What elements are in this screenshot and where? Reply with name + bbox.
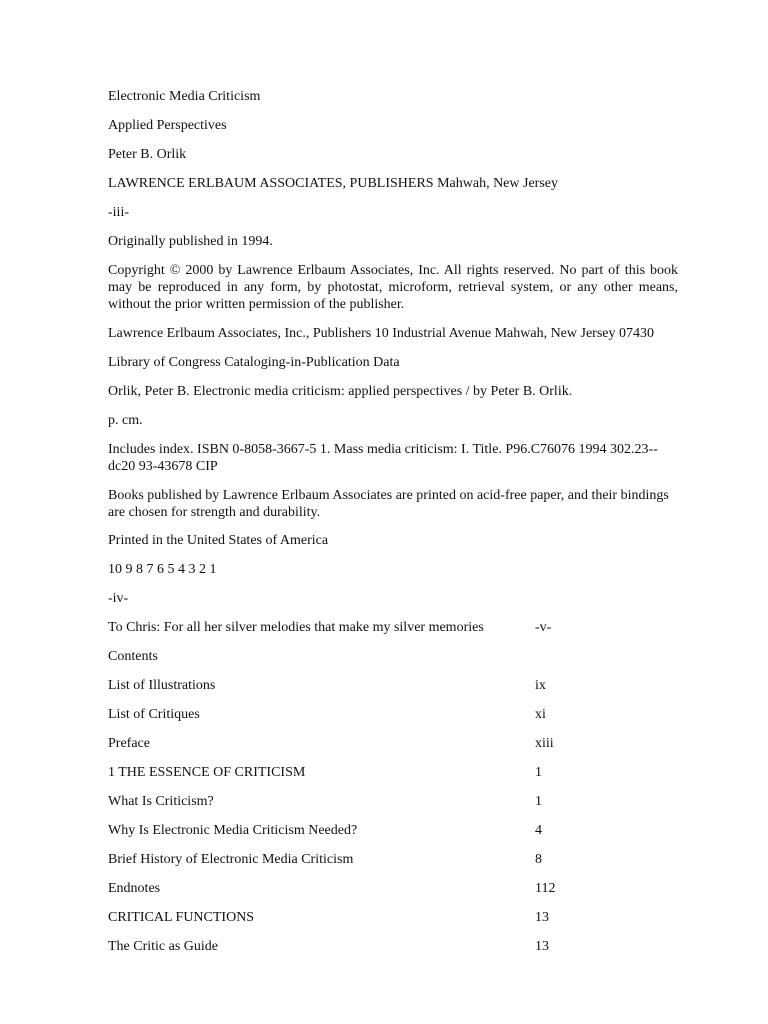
toc-entry-label: List of Illustrations	[108, 678, 216, 693]
toc-entry	[108, 735, 678, 752]
toc-entry	[108, 706, 678, 723]
cip-entry: Orlik, Peter B. Electronic media criticism: applied perspectives / by Peter B. Orlik.	[108, 384, 573, 399]
page-number-v: -v-	[535, 620, 552, 635]
toc-entry-label: List of Critiques	[108, 707, 200, 722]
publisher-line: LAWRENCE ERLBAUM ASSOCIATES, PUBLISHERS Mahwah, New Jersey	[108, 176, 558, 191]
toc-entry-label: 1 THE ESSENCE OF CRITICISM	[108, 765, 306, 780]
printed-in: Printed in the United States of America	[108, 533, 329, 548]
contents-heading: Contents	[108, 649, 158, 664]
cip-index: Includes index. ISBN 0-8058-3667-5 1. Mass media criticism: I. Title. P96.C76076 1994 302.23--dc20 93-43678 CIP	[108, 442, 658, 474]
cip-heading: Library of Congress Cataloging-in-Publication Data	[108, 355, 400, 370]
toc-entry	[108, 822, 678, 839]
page-number-iv: -iv-	[108, 591, 129, 606]
toc-entry-label: Brief History of Electronic Media Criticism	[108, 852, 354, 867]
toc-entry-page: 13	[535, 939, 549, 954]
toc-entry	[108, 793, 678, 810]
toc-entry-label: Why Is Electronic Media Criticism Needed?	[108, 823, 358, 838]
toc-entry-page: 13	[535, 910, 549, 925]
toc-entry-label: Preface	[108, 736, 150, 751]
original-publication: Originally published in 1994.	[108, 234, 273, 249]
toc-entry	[108, 909, 678, 926]
print-line: 10 9 8 7 6 5 4 3 2 1	[108, 562, 217, 577]
toc-entry-page: 1	[535, 794, 542, 809]
toc-entry-page: 8	[535, 852, 542, 867]
toc-entry-page: 112	[535, 881, 556, 896]
book-title: Electronic Media Criticism	[108, 89, 261, 104]
toc-entry-label: Endnotes	[108, 881, 161, 896]
toc-entry-label: CRITICAL FUNCTIONS	[108, 910, 255, 925]
toc-entry-page: ix	[535, 678, 546, 693]
toc-entry	[108, 677, 678, 694]
toc-entry	[108, 764, 678, 781]
toc-entry-page: 1	[535, 765, 542, 780]
cip-pcm: p. cm.	[108, 413, 143, 428]
toc-entry-page: 4	[535, 823, 542, 838]
toc-entry	[108, 938, 678, 955]
page-number-iii: -iii-	[108, 205, 129, 220]
copyright-notice: Copyright © 2000 by Lawrence Erlbaum Associates, Inc. All rights reserved. No part of this book may be reproduced in any form, by photostat, microform, retrieval system, or any other means, without the prior written permission of the publisher.	[108, 263, 678, 312]
publisher-address: Lawrence Erlbaum Associates, Inc., Publishers 10 Industrial Avenue Mahwah, New Jersey 07430	[108, 326, 654, 341]
toc-entry-page: xi	[535, 707, 546, 722]
toc-entry	[108, 851, 678, 868]
author-name: Peter B. Orlik	[108, 147, 187, 162]
toc-entry-label: The Critic as Guide	[108, 939, 219, 954]
paper-note: Books published by Lawrence Erlbaum Associates are printed on acid-free paper, and their bindings are chosen for strength and durability.	[108, 488, 669, 520]
toc-entry-label: What Is Criticism?	[108, 794, 214, 809]
dedication: To Chris: For all her silver melodies that make my silver memories	[108, 620, 484, 635]
toc-entry-page: xiii	[535, 736, 554, 751]
toc-entry	[108, 880, 678, 897]
book-subtitle: Applied Perspectives	[108, 118, 227, 133]
dedication-row	[108, 619, 678, 636]
